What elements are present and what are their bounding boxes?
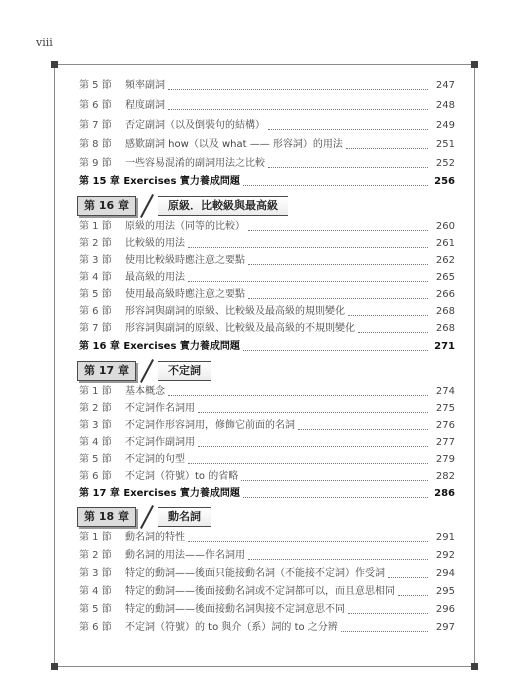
section-title: 使用最高級時應注意之要點	[125, 289, 245, 300]
toc-entry[interactable]	[79, 603, 455, 617]
exercise-title: 第 16 章 Exercises 實力養成問題	[79, 341, 240, 352]
exercise-title: 第 15 章 Exercises 實力養成問題	[79, 176, 240, 187]
frame-corner	[471, 61, 478, 68]
section-title: 感歎副詞 how（以及 what —— 形容詞）的用法	[125, 139, 343, 150]
section-title: 比較級的用法	[125, 238, 185, 249]
toc-entry[interactable]	[79, 419, 455, 433]
section-title: 動名詞的特性	[125, 532, 185, 543]
page-ref: 276	[435, 420, 455, 431]
chapter-header[interactable]	[77, 195, 288, 217]
page-ref: 268	[435, 323, 455, 334]
leader-dots	[241, 479, 428, 481]
toc-entry[interactable]	[79, 402, 455, 416]
section-number: 第 3 節	[79, 568, 112, 579]
page-ref: 291	[435, 532, 455, 543]
leader-dots	[248, 229, 428, 231]
section-title: 特定的動詞——後面只能接動名詞（不能接不定詞）作受詞	[125, 568, 385, 579]
toc-entry[interactable]	[79, 288, 455, 302]
page-ref: 282	[435, 471, 455, 482]
chapter-header[interactable]	[77, 360, 211, 382]
leader-dots	[298, 428, 428, 430]
toc-entry[interactable]	[79, 322, 455, 336]
frame-corner	[51, 61, 58, 68]
toc-entry[interactable]	[79, 470, 455, 484]
section-number: 第 3 節	[79, 255, 112, 266]
section-number: 第 6 節	[79, 471, 112, 482]
section-title: 否定副詞（以及倒裝句的結構）	[125, 120, 265, 131]
section-title: 形容詞與副詞的原級、比較級及最高級的不規則變化	[125, 323, 355, 334]
toc-entry[interactable]	[79, 271, 455, 285]
leader-dots	[348, 314, 428, 316]
section-title: 特定的動詞——後面接動名詞或不定詞都可以，而且意思相同	[125, 586, 395, 597]
section-title: 基本概念	[125, 386, 165, 397]
page-ref: 275	[435, 403, 455, 414]
section-title: 動名詞的用法——作名詞用	[125, 550, 245, 561]
leader-dots	[268, 128, 428, 130]
section-number: 第 6 節	[79, 622, 112, 633]
toc-entry[interactable]	[79, 99, 455, 113]
chapter-number: 第 17 章	[77, 361, 136, 381]
section-title: 不定詞（符號）的 to 與介（系）詞的 to 之分辨	[125, 622, 338, 633]
leader-dots	[243, 184, 428, 186]
page-ref: 294	[435, 568, 455, 579]
section-number: 第 6 節	[79, 306, 112, 317]
section-number: 第 1 節	[79, 386, 112, 397]
leader-dots	[168, 394, 428, 396]
exercise-title: 第 17 章 Exercises 實力養成問題	[79, 488, 240, 499]
chapter-title: 動名詞	[158, 507, 211, 527]
page-ref: 252	[435, 158, 455, 169]
page-ref: 266	[435, 289, 455, 300]
page-ref: 296	[435, 604, 455, 615]
toc-entry[interactable]	[79, 453, 455, 467]
page-ref: 292	[435, 550, 455, 561]
section-number: 第 6 節	[79, 100, 112, 111]
page-ref: 286	[434, 488, 455, 499]
leader-dots	[168, 88, 428, 90]
leader-dots	[358, 331, 428, 333]
chapter-title: 原級．比較級與最高級	[158, 196, 288, 216]
page-ref: 262	[435, 255, 455, 266]
page-ref: 256	[434, 176, 455, 187]
page-ref: 249	[435, 120, 455, 131]
section-number: 第 5 節	[79, 80, 112, 91]
section-number: 第 4 節	[79, 272, 112, 283]
frame-corner	[51, 663, 58, 670]
toc-exercise-entry[interactable]	[79, 175, 455, 189]
leader-dots	[248, 558, 428, 560]
section-title: 原級的用法（同等的比較）	[125, 221, 245, 232]
leader-dots	[188, 462, 428, 464]
section-number: 第 1 節	[79, 532, 112, 543]
page-ref: 274	[435, 386, 455, 397]
toc-exercise-entry[interactable]	[79, 487, 455, 501]
page-number: viii	[36, 36, 53, 49]
page-ref: 277	[435, 437, 455, 448]
toc-entry[interactable]	[79, 254, 455, 268]
section-number: 第 7 節	[79, 323, 112, 334]
toc-entry[interactable]	[79, 79, 455, 93]
page-ref: 260	[435, 221, 455, 232]
toc-entry[interactable]	[79, 305, 455, 319]
leader-dots	[348, 612, 428, 614]
leader-dots	[388, 576, 428, 578]
leader-dots	[341, 630, 428, 632]
section-title: 不定詞作名詞用	[125, 403, 195, 414]
page-ref: 247	[435, 80, 455, 91]
section-number: 第 4 節	[79, 437, 112, 448]
page-ref: 251	[435, 139, 455, 150]
leader-dots	[243, 496, 428, 498]
leader-dots	[188, 246, 428, 248]
section-title: 使用比較級時應注意之要點	[125, 255, 245, 266]
chapter-divider-icon	[138, 505, 156, 529]
section-number: 第 2 節	[79, 550, 112, 561]
page-ref: 295	[435, 586, 455, 597]
leader-dots	[248, 297, 428, 299]
leader-dots	[168, 108, 428, 110]
leader-dots	[188, 280, 428, 282]
section-number: 第 5 節	[79, 454, 112, 465]
page-ref: 271	[434, 341, 455, 352]
section-number: 第 2 節	[79, 403, 112, 414]
toc-entry[interactable]	[79, 119, 455, 133]
toc-frame	[54, 64, 475, 667]
toc-entry[interactable]	[79, 138, 455, 152]
chapter-title: 不定詞	[158, 361, 211, 381]
section-title: 特定的動詞——後面接動名詞與接不定詞意思不同	[125, 604, 345, 615]
section-number: 第 5 節	[79, 604, 112, 615]
leader-dots	[243, 349, 428, 351]
toc-entry[interactable]	[79, 549, 455, 563]
section-title: 不定詞作形容詞用，修飾它前面的名詞	[125, 420, 295, 431]
section-title: 形容詞與副詞的原級、比較級及最高級的規則變化	[125, 306, 345, 317]
section-number: 第 5 節	[79, 289, 112, 300]
toc-entry[interactable]	[79, 436, 455, 450]
section-title: 程度副詞	[125, 100, 165, 111]
page-ref: 297	[435, 622, 455, 633]
leader-dots	[188, 540, 428, 542]
section-number: 第 3 節	[79, 420, 112, 431]
toc-entry[interactable]	[79, 531, 455, 545]
section-title: 頻率副詞	[125, 80, 165, 91]
page-ref: 248	[435, 100, 455, 111]
page-ref: 268	[435, 306, 455, 317]
chapter-number: 第 18 章	[77, 507, 136, 527]
toc-entry[interactable]	[79, 237, 455, 251]
section-title: 不定詞作副詞用	[125, 437, 195, 448]
section-number: 第 8 節	[79, 139, 112, 150]
section-title: 一些容易混淆的副詞用法之比較	[125, 158, 265, 169]
leader-dots	[248, 263, 428, 265]
toc-entry[interactable]	[79, 157, 455, 171]
chapter-divider-icon	[138, 359, 156, 383]
toc-entry[interactable]	[79, 220, 455, 234]
leader-dots	[198, 411, 428, 413]
section-number: 第 2 節	[79, 238, 112, 249]
leader-dots	[398, 594, 428, 596]
leader-dots	[346, 147, 428, 149]
page-ref: 261	[435, 238, 455, 249]
toc-entry[interactable]	[79, 385, 455, 399]
toc-exercise-entry[interactable]	[79, 340, 455, 354]
section-number: 第 9 節	[79, 158, 112, 169]
frame-corner	[471, 663, 478, 670]
section-number: 第 7 節	[79, 120, 112, 131]
section-title: 不定詞（符號）to 的省略	[125, 471, 239, 482]
leader-dots	[198, 445, 428, 447]
chapter-number: 第 16 章	[77, 196, 136, 216]
toc-entry[interactable]	[79, 567, 455, 581]
toc-entry[interactable]	[79, 621, 455, 635]
leader-dots	[268, 166, 428, 168]
section-number: 第 4 節	[79, 586, 112, 597]
toc-entry[interactable]	[79, 585, 455, 599]
chapter-header[interactable]	[77, 506, 211, 528]
section-title: 最高級的用法	[125, 272, 185, 283]
section-title: 不定詞的句型	[125, 454, 185, 465]
page-ref: 279	[435, 454, 455, 465]
chapter-divider-icon	[138, 194, 156, 218]
section-number: 第 1 節	[79, 221, 112, 232]
page-ref: 265	[435, 272, 455, 283]
